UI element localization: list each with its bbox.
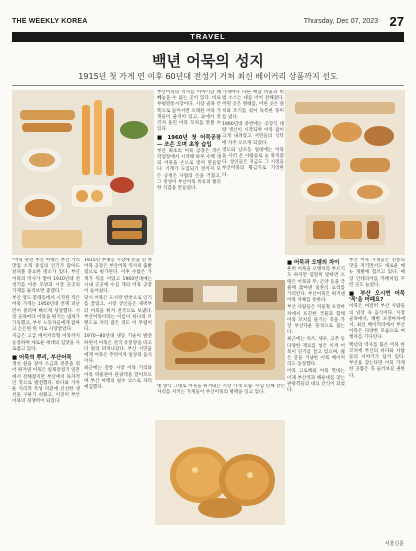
paragraph: 흔히 어묵을 오뎅이라 부르기도 하지만 엄밀히 말하면 오뎅은 어묵과 무, 곤약 등을 국물에 끓여낸 일본식 요리를 가리킨다. 부산어묵은 튀겨낸 어묵 자체를 뜻한다. xyxy=(287,267,345,304)
fishcake-assortment-photo xyxy=(12,90,154,255)
paragraph: 1970~80년대 냉동 기술이 발전하면서 어묵은 전국 유통망을 타고 더 멀리 퍼져나갔다. 부산 시민들에게 어묵은 추억이자 일상의 음식이다. xyxy=(84,334,152,365)
article-column-1 xyxy=(12,258,80,540)
source-credit: 서울신문 xyxy=(384,541,404,547)
section-bar xyxy=(12,32,404,42)
paragraph: 가게마다 다른 배합 비율과 비법 소스는 대를 이어 전해졌다. 어떤 곳은 명태를, 어떤 곳은 갈치와 조기를 섞어 독특한 풍미를 냈다. xyxy=(222,90,284,120)
header-rule xyxy=(12,85,404,86)
fishcake-croquette-photo xyxy=(155,420,285,525)
paragraph: 1915년 부평동 시장에 문을 연 첫 어묵 공장은 부산어묵 역사의 출발점으로 평가된다. 이후 수많은 가게가 뒤를 이었고 1960년대에는 시내 곳곳에 수십 개의 어묵 공장이 들어섰다. xyxy=(84,258,152,295)
photo-caption xyxy=(157,384,285,420)
paragraph: 옛 방식 그대로 어묵을 튀겨내는 시장 가게 모습. 수십 년째 같은 자리를 지키는 가게들이 부산어묵의 명맥을 잇고 있다. xyxy=(157,384,285,396)
fishcake-shop-photo xyxy=(155,280,285,380)
subheadline: 1915년 첫 가게 연 이후 60년대 전성기 거쳐 최신 베이커리 상품까지 선도 xyxy=(78,72,338,81)
subheading: ■ 어묵과 오뎅의 차이 xyxy=(287,260,340,266)
subheading: ■ 어묵의 뿌리, 부산어묵 xyxy=(12,355,72,362)
article-column-5 xyxy=(287,258,345,540)
masthead xyxy=(12,14,404,30)
paragraph: 생선 살을 갈아 소금과 전분을 섞어 튀겨낸 어묵은 일제강점기 일본에서 전해졌지만 부산에서 독자적인 맛으로 발전했다. 바다와 가까운 지리적 특성 덕분에 신선한 생선을 구하기 쉬웠고, 이것이 부산어묵의 경쟁력이 되었다. xyxy=(12,362,80,405)
paragraph: 부산 사람들은 겨울철 포장마차에서 뜨끈한 국물과 함께 어묵 꼬치를 즐기는 것을 가장 부산다운 풍경으로 꼽는다. xyxy=(287,305,345,336)
article-column-6 xyxy=(349,258,405,540)
paragraph: 영도와 남포동 일대에는 어묵을 사러 온 사람들로 늘 북적였다. 상인들은 지금도 그 시절을 부산어묵의 황금기로 기억한다. xyxy=(222,147,284,178)
paragraph: 부산어묵의 역사를 이야기할 때 빼놓을 수 없는 곳이 있다. 바로 부평깡통시장이다. 시장 골목 안쪽으로 들어서면 오래된 어묵 가게들이 줄지어 있고, 솥에서 갓 건져 올린 어묵 꼬치를 맛볼 수 있다. xyxy=(157,90,221,133)
paragraph: 부산 최초의 어묵 공장은 작은 작업장에서 시작해 하루 수백 개의 어묵을 손으로 빚어 만들었다. 기계가 도입되기 전까지 모든 공정은 사람의 손을 거쳤고, 그 정성이 부산어묵 특유의 쫄깃한 식감을 만들었다. xyxy=(157,148,221,192)
issue-date: Thursday, Dec 07, 2023 xyxy=(303,18,378,25)
paragraph: 백년의 역사를 품은 어묵 한 꼬치에 부산의 바다와 사람들의 이야기가 담겨 있다. 부산을 찾는다면 어묵 가게 한 곳쯤은 꼭 들러보길 권한다. xyxy=(349,342,405,379)
section-label: TRAVEL xyxy=(190,32,226,41)
paragraph: 최근에는 치즈, 새우, 고추 등 다양한 재료를 넣은 이색 어묵이 인기를 끌고 있으며, 젊은 층을 겨냥한 어묵 베이커리도 등장했다. xyxy=(287,337,345,368)
subheading: ■ 부산 오시면 어묵 '꼭'을 어때요? xyxy=(349,291,405,304)
headline: 백년 어묵의 성지 xyxy=(152,52,264,70)
paragraph: 1960년대 중반에는 공장식 대량 생산이 시작되며 어묵 값이 크게 내려갔고 서민들의 식탁에 자주 오르게 되었다. xyxy=(222,122,284,146)
fishcake-bakery-photo xyxy=(285,90,405,255)
article-column-2 xyxy=(84,258,152,540)
page-number: 27 xyxy=(389,14,404,29)
paragraph: 어묵은 여전히 부산 사람들의 일상 속 음식이다. 시장 골목에서, 해변 포장마차에서, 최신 베이커리에서 부산어묵은 다양한 모습으로 여행자를 기다린다. xyxy=(349,304,405,341)
paragraph: 부산 어묵 가게들은 전통의 맛을 지키면서도 새로운 메뉴 개발에 힘쓰고 있다. 매장 인테리어를 카페처럼 꾸민 곳도 늘었다. xyxy=(349,258,405,288)
subheading: ■ 1960년 첫 어묵공장 — 조은 오며 초창 습입 xyxy=(157,135,221,148)
article-column-3 xyxy=(157,90,221,275)
paragraph: "어묵 관련 부산 여행은 부산 거리 맛집 소개 중심의 인기가 많아도 살펴볼 중요한 명소가 있다. 부산어묵의 역사가 쌓여 1910년대 전성기를 이룬 모양과 시장 곳곳의 가게를 둘러보면 좋겠다." xyxy=(12,258,80,295)
paragraph: 최근에는 전통 시장 어묵 거리와 어묵 박물관이 관광객을 끌어모으며 부산 여행의 필수 코스로 자리매김했다. xyxy=(84,366,152,391)
paragraph: 당시 어묵은 도시락 반찬으로 인기를 끌었고, 시장 상인들은 새벽부터 어묵을 튀겨 전국으로 보냈다. 부산어묵이라는 이름이 하나의 브랜드로 자리 잡은 것도 이 무렵이다. xyxy=(84,296,152,333)
article-column-4 xyxy=(222,90,284,275)
paragraph: 부산 영도 봉래동에서 시작된 작은 어묵 가게는 1950년대 전쟁 피난민이 몰리며 빠르게 성장했다. 시장 골목마다 어묵을 튀기는 냄새가 가득했고, 부두 노동자들에게 값싸고 든든한 한 끼로 사랑받았다. xyxy=(12,296,80,333)
paragraph: 지금은 고급 베이커리형 어묵까지 등장하며 새로운 세대의 입맛을 사로잡고 있다. xyxy=(12,334,80,352)
publication-name: THE WEEKLY KOREA xyxy=(12,18,88,25)
paragraph: 어묵 고로케와 어묵 핫바는 이제 부산역과 해운대를 찾는 관광객들의 대표 간식이 되었다. xyxy=(287,369,345,394)
